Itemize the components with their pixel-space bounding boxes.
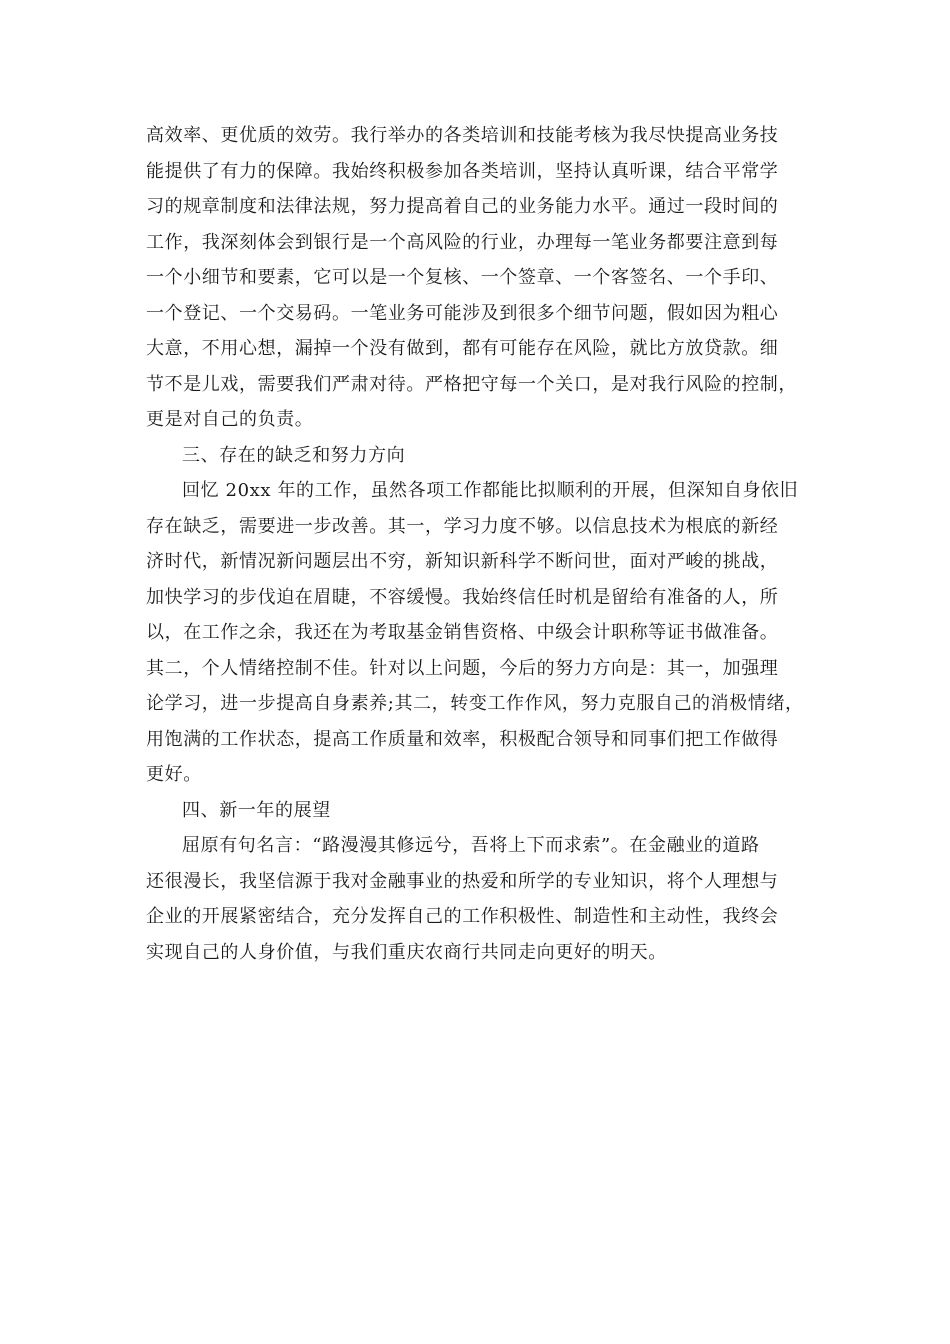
text-line: 还很漫长，我坚信源于我对金融事业的热爱和所学的专业知识，将个人理想与 (146, 870, 779, 892)
text-line: 更是对自己的负责。 (146, 409, 314, 430)
text-line: 一个登记、一个交易码。一笔业务可能涉及到很多个细节问题，假如因为粗心 (146, 302, 779, 324)
text-line: 屈原有句名言：“路漫漫其修远兮，吾将上下而求索”。在金融业的道路 (182, 835, 760, 856)
text-line: 节不是儿戏，需要我们严肃对待。严格把守每一个关口，是对我行风险的控制， (146, 373, 797, 395)
text-line: 大意，不用心想，漏掉一个没有做到，都有可能存在风险，就比方放贷款。细 (146, 338, 779, 359)
text-line: 一个小细节和要素，它可以是一个复核、一个签章、一个客签名、一个手印、 (146, 267, 779, 288)
section-heading: 四、新一年的展望 (182, 799, 331, 821)
text-line: 工作，我深刻体会到银行是一个高风险的行业，办理每一笔业务都要注意到每 (146, 231, 779, 253)
section-heading: 三、存在的缺乏和努力方向 (182, 444, 406, 466)
text-line: 更好。 (146, 764, 202, 785)
text-line: 论学习，进一步提高自身素养;其二，转变工作作风，努力克服自己的消极情绪， (146, 693, 804, 714)
text-line: 以，在工作之余，我还在为考取基金销售资格、中级会计职称等证书做准备。 (146, 622, 779, 643)
text-line: 加快学习的步伐迫在眉睫，不容缓慢。我始终信任时机是留给有准备的人，所 (146, 586, 779, 608)
text-line: 实现自己的人身价值，与我们重庆农商行共同走向更好的明天。 (146, 941, 667, 963)
text-line: 高效率、更优质的效劳。我行举办的各类培训和技能考核为我尽快提高业务技 (146, 125, 779, 146)
text-line: 用饱满的工作状态，提高工作质量和效率，积极配合领导和同事们把工作做得 (146, 728, 779, 750)
body-text (146, 118, 826, 970)
text-line: 其二，个人情绪控制不佳。针对以上问题，今后的努力方向是：其一，加强理 (146, 657, 779, 679)
text-line: 济时代，新情况新问题层出不穷，新知识新科学不断问世，面对严峻的挑战， (146, 551, 779, 572)
text-line: 企业的开展紧密结合，充分发挥自己的工作积极性、制造性和主动性，我终会 (146, 906, 779, 927)
text-line: 存在缺乏，需要进一步改善。其一，学习力度不够。以信息技术为根底的新经 (146, 515, 779, 537)
text-line: 习的规章制度和法律法规，努力提高着自己的业务能力水平。通过一段时间的 (146, 196, 779, 217)
text-line: 能提供了有力的保障。我始终积极参加各类培训，坚持认真听课，结合平常学 (146, 160, 779, 182)
text-line: 回忆 20xx 年的工作，虽然各项工作都能比拟顺利的开展，但深知自身依旧 (182, 480, 799, 501)
